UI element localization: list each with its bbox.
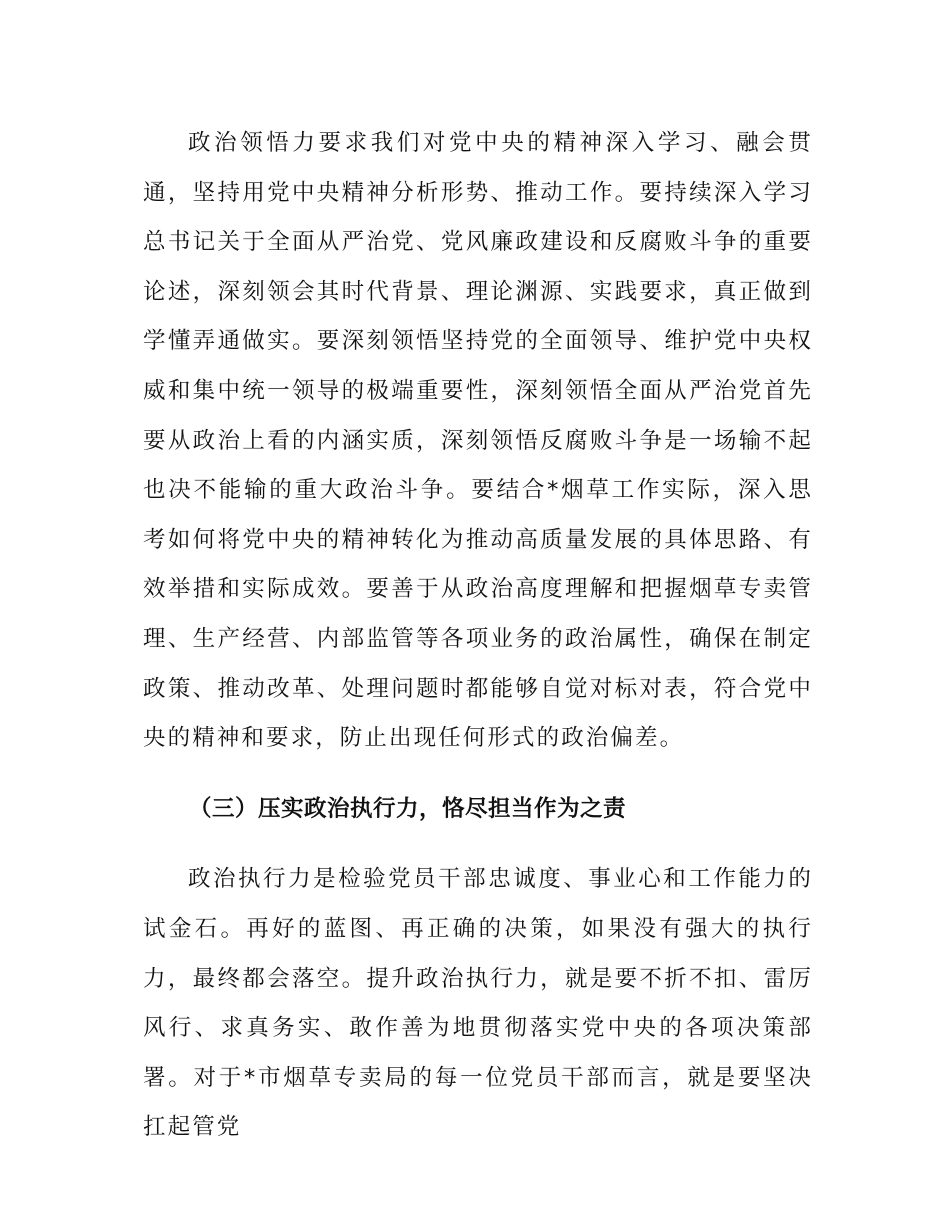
body-paragraph: 政治领悟力要求我们对党中央的精神深入学习、融会贯通，坚持用党中央精神分析形势、推动工作。要持续深入学习总书记关于全面从严治党、党风廉政建设和反腐败斗争的重要论述，深刻领会其时代背景、理论渊源、实践要求，真正做到学懂弄通做实。要深刻领悟坚持党的全面领导、维护党中央权威和集中统一领导的极端重要性，深刻领悟全面从严治党首先要从政治上看的内涵实质，深刻领悟反腐败斗争是一场输不起也决不能输的重大政治斗争。要结合*烟草工作实际，深入思考如何将党中央的精神转化为推动高质量发展的具体思路、有效举措和实际成效。要善于从政治高度理解和把握烟草专卖管理、生产经营、内部监管等各项业务的政治属性，确保在制定政策、推动改革、处理问题时都能够自觉对标对表，符合党中央的精神和要求，防止出现任何形式的政治偏差。 xyxy=(143,130,813,752)
spacer xyxy=(143,834,813,855)
document-page xyxy=(143,119,813,1153)
spacer xyxy=(143,764,813,785)
section-heading: （三）压实政治执行力，恪尽担当作为之责 xyxy=(189,795,627,822)
body-paragraph: 政治执行力是检验党员干部忠诚度、事业心和工作能力的试金石。再好的蓝图、再正确的决策，如果没有强大的执行力，最终都会落空。提升政治执行力，就是要不折不扣、雷厉风行、求真务实、敢作善为地贯彻落实党中央的各项决策部署。对于*市烟草专卖局的每一位党员干部而言，就是要坚决扛起管党 xyxy=(143,866,813,1141)
